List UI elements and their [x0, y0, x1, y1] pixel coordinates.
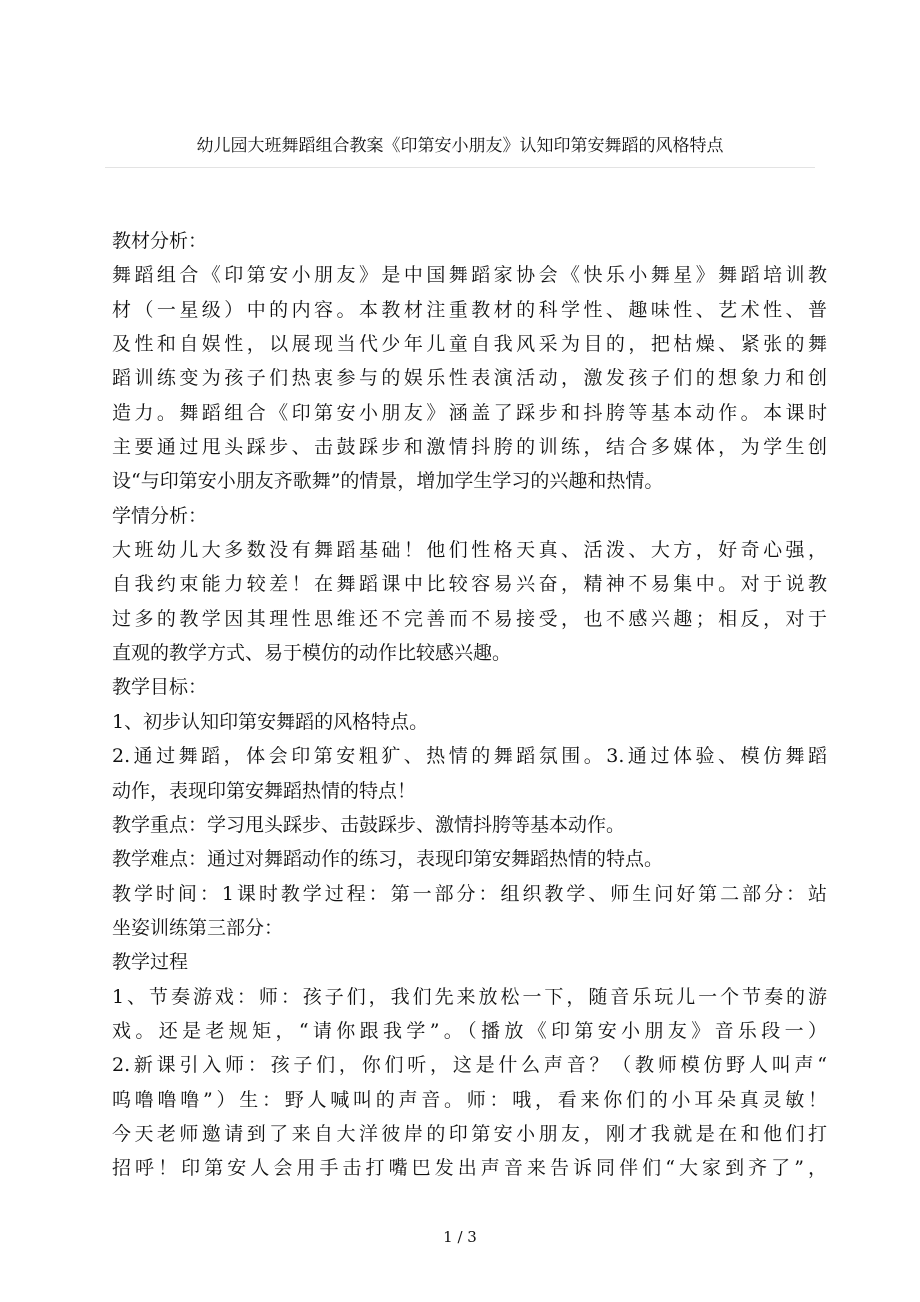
paragraph-line: 教学时间：1课时教学过程：第一部分：组织教学、师生问好第二部分：站 — [112, 882, 827, 905]
paragraph-line: 材（一星级）中的内容。本教材注重教材的科学性、趣味性、艺术性、普 — [112, 298, 827, 321]
paragraph-line: 呜噜噜噜”）生：野人喊叫的声音。师：哦，看来你们的小耳朵真灵敏！ — [112, 1088, 827, 1111]
paragraph-line: 过多的教学因其理性思维还不完善而不易接受，也不感兴趣；相反，对于 — [112, 607, 827, 630]
page-header-title: 幼儿园大班舞蹈组合教案《印第安小朋友》认知印第安舞蹈的风格特点 — [196, 136, 724, 156]
paragraph-line: 2.新课引入师：孩子们，你们听，这是什么声音？（教师模仿野人叫声“ — [112, 1054, 827, 1077]
section-heading: 学情分析： — [112, 504, 208, 527]
paragraph-line: 大班幼儿大多数没有舞蹈基础！他们性格天真、活泼、大方，好奇心强， — [112, 539, 827, 562]
section-heading: 教材分析： — [112, 230, 208, 252]
paragraph-line: 今天老师邀请到了来自大洋彼岸的印第安小朋友，刚才我就是在和他们打 — [112, 1122, 827, 1145]
paragraph-line: 造力。舞蹈组合《印第安小朋友》涵盖了踩步和抖胯等基本动作。本课时 — [112, 401, 827, 424]
paragraph-line: 直观的教学方式、易于模仿的动作比较感兴趣。 — [112, 642, 512, 665]
list-item: 1、初步认知印第安舞蹈的风格特点。 — [112, 710, 429, 733]
paragraph-line: 招呼！印第安人会用手击打嘴巴发出声音来告诉同伴们“大家到齐了”， — [112, 1157, 827, 1180]
paragraph-line: 及性和自娱性，以展现当代少年儿童自我风采为目的，把枯燥、紧张的舞 — [112, 333, 827, 356]
paragraph-line: 坐姿训练第三部分： — [112, 916, 284, 939]
list-item: 动作，表现印第安舞蹈热情的特点！ — [112, 779, 417, 802]
paragraph-line: 主要通过甩头踩步、击鼓踩步和激情抖胯的训练，结合多媒体，为学生创 — [112, 436, 827, 459]
paragraph-line: 教学重点：学习甩头踩步、击鼓踩步、激情抖胯等基本动作。 — [112, 813, 626, 836]
paragraph-line: 戏。还是老规矩，“请你跟我学”。（播放《印第安小朋友》音乐段一） — [112, 1019, 827, 1042]
paragraph-line: 自我约束能力较差！在舞蹈课中比较容易兴奋，精神不易集中。对于说教 — [112, 573, 827, 596]
section-heading: 教学过程 — [112, 951, 189, 974]
paragraph-line: 教学难点：通过对舞蹈动作的练习，表现印第安舞蹈热情的特点。 — [112, 848, 664, 871]
list-item: 2.通过舞蹈，体会印第安粗犷、热情的舞蹈氛围。3.通过体验、模仿舞蹈 — [112, 745, 827, 768]
paragraph-line: 1、节奏游戏：师：孩子们，我们先来放松一下，随音乐玩儿一个节奏的游 — [112, 985, 827, 1008]
section-heading: 教学目标： — [112, 676, 208, 699]
paragraph-line: 蹈训练变为孩子们热衷参与的娱乐性表演活动，激发孩子们的想象力和创 — [112, 367, 827, 390]
paragraph-line: 舞蹈组合《印第安小朋友》是中国舞蹈家协会《快乐小舞星》舞蹈培训教 — [112, 264, 827, 287]
paragraph-line: 设“与印第安小朋友齐歌舞”的情景，增加学生学习的兴趣和热情。 — [112, 470, 664, 493]
page-number: 1 / 3 — [443, 1228, 477, 1246]
document-body — [112, 224, 827, 1186]
header-divider — [105, 167, 815, 168]
